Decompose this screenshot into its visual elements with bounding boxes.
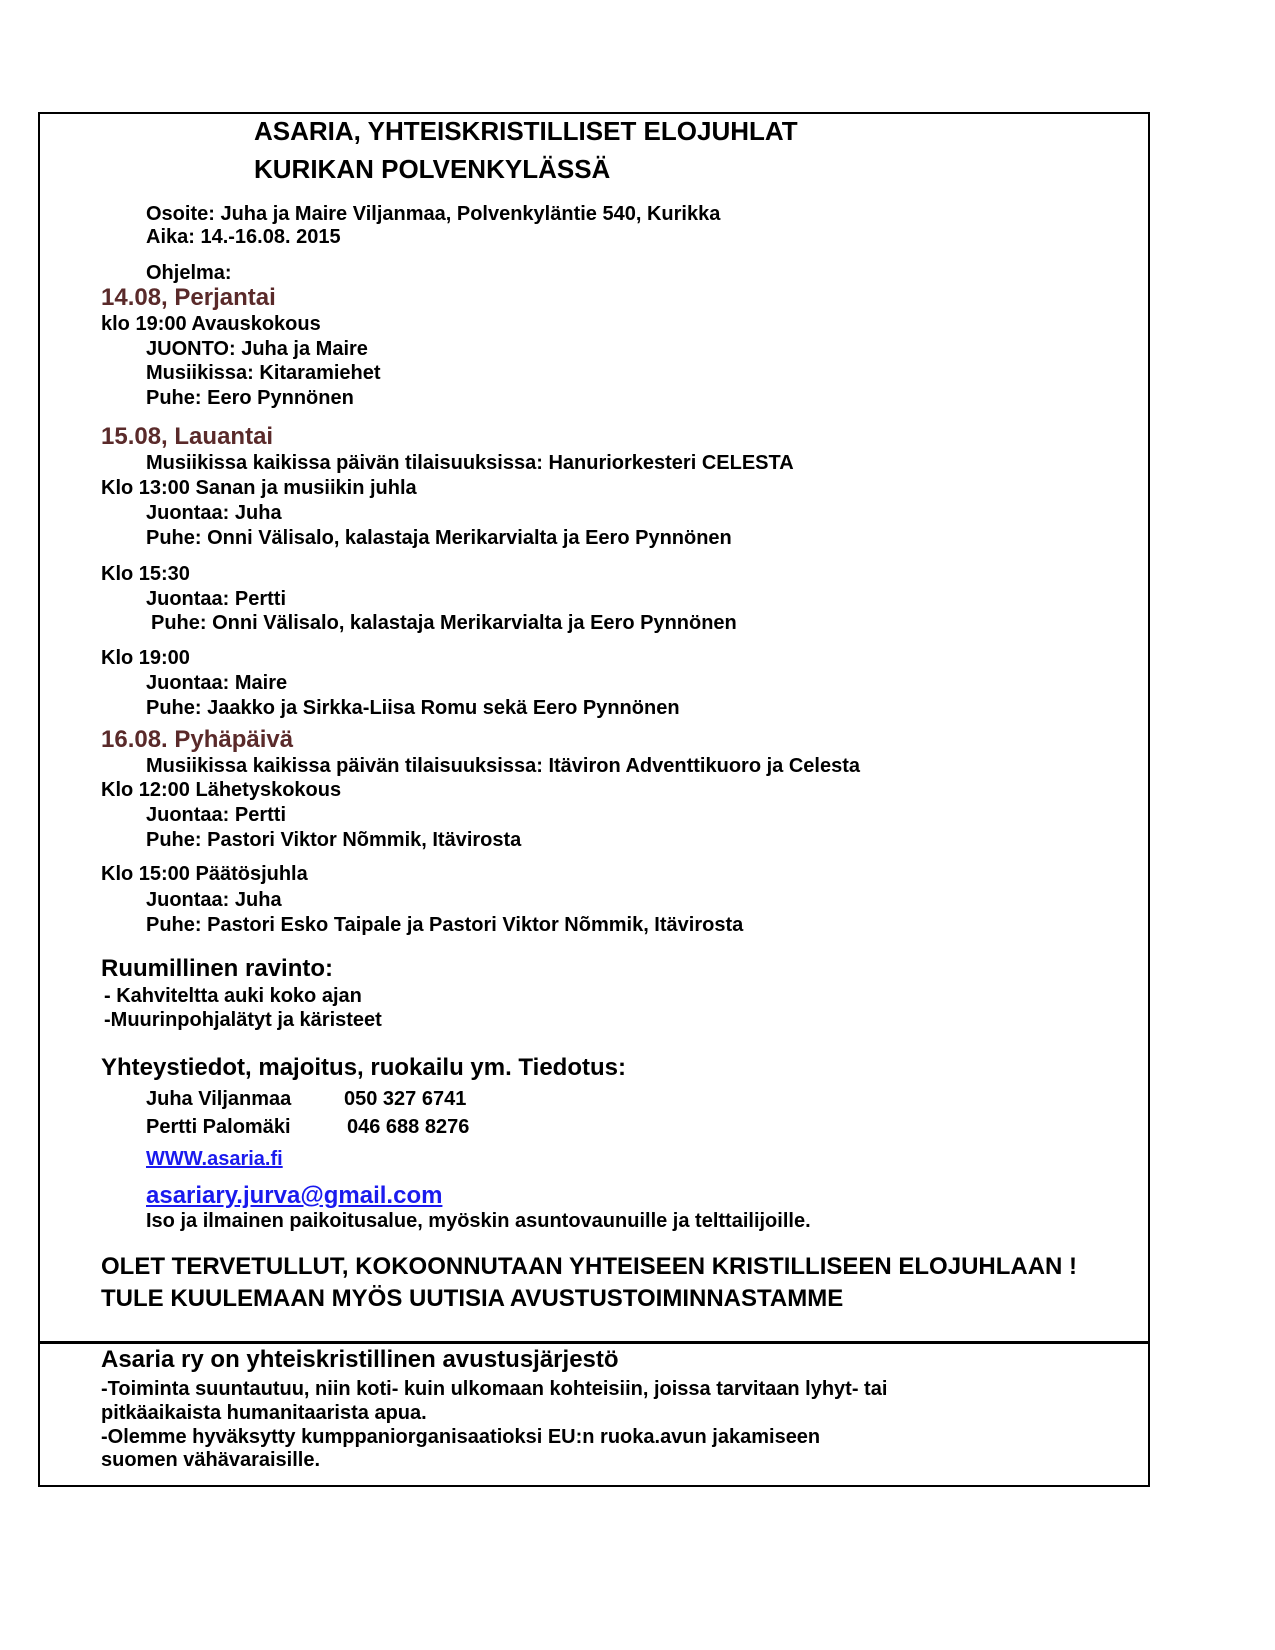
day2-session3-host: Juontaa: Maire [146, 672, 288, 694]
footer-heading: Asaria ry on yhteiskristillinen avustusjärjestö [101, 1346, 619, 1373]
parking-info: Iso ja ilmainen paikoitusalue, myöskin asuntovaunuille ja telttailijoille. [146, 1210, 811, 1232]
day2-session2-time: Klo 15:30 [101, 563, 190, 585]
day1-line: JUONTO: Juha ja Maire [146, 338, 368, 360]
website-link[interactable]: WWW.asaria.fi [146, 1148, 283, 1170]
welcome-line1: OLET TERVETULLUT, KOKOONNUTAAN YHTEISEEN KRISTILLISEEN ELOJUHLAAN ! [101, 1253, 1078, 1280]
day2-music: Musiikissa kaikissa päivän tilaisuuksissa: Hanuriorkesteri CELESTA [146, 452, 794, 474]
welcome-line2: TULE KUULEMAAN MYÖS UUTISIA AVUSTUSTOIMINNASTAMME [101, 1285, 844, 1312]
food-line: -Muurinpohjalätyt ja käristeet [104, 1009, 382, 1031]
contact-phone: 050 327 6741 [344, 1088, 467, 1110]
day3-session2-speech: Puhe: Pastori Esko Taipale ja Pastori Viktor Nõmmik, Itävirosta [146, 914, 744, 936]
day1-line: Musiikissa: Kitaramiehet [146, 362, 381, 384]
day3-session1-host: Juontaa: Pertti [146, 804, 287, 826]
day2-session3-speech: Puhe: Jaakko ja Sirkka-Liisa Romu sekä Eero Pynnönen [146, 697, 680, 719]
page-title-line1: ASARIA, YHTEISKRISTILLISET ELOJUHLAT [254, 116, 798, 146]
day3-session1-time: Klo 12:00 Lähetyskokous [101, 779, 342, 801]
day3-session2-time: Klo 15:00 Päätösjuhla [101, 863, 308, 885]
address: Osoite: Juha ja Maire Viljanmaa, Polvenkyläntie 540, Kurikka [146, 203, 721, 225]
day1-line: Puhe: Eero Pynnönen [146, 387, 354, 409]
footer-line: pitkäaikaista humanitaarista apua. [101, 1402, 427, 1424]
contact-heading: Yhteystiedot, majoitus, ruokailu ym. Tiedotus: [101, 1054, 626, 1081]
day2-session1-host: Juontaa: Juha [146, 502, 282, 524]
program-label: Ohjelma: [146, 262, 232, 284]
contact-phone: 046 688 8276 [347, 1116, 470, 1138]
section-divider [38, 1341, 1150, 1344]
email-link[interactable]: asariary.jurva@gmail.com [146, 1182, 443, 1209]
day3-session2-host: Juontaa: Juha [146, 889, 282, 911]
day2-session2-speech: Puhe: Onni Välisalo, kalastaja Merikarvialta ja Eero Pynnönen [151, 612, 737, 634]
day3-heading: 16.08. Pyhäpäivä [101, 726, 294, 753]
food-line: - Kahviteltta auki koko ajan [104, 985, 362, 1007]
day2-session1-time: Klo 13:00 Sanan ja musiikin juhla [101, 477, 417, 499]
day2-heading: 15.08, Lauantai [101, 423, 274, 450]
event-time: Aika: 14.-16.08. 2015 [146, 226, 341, 248]
footer-line: -Toiminta suuntautuu, niin koti- kuin ulkomaan kohteisiin, joissa tarvitaan lyhyt- tai [101, 1378, 888, 1400]
day3-music: Musiikissa kaikissa päivän tilaisuuksissa: Itäviron Adventtikuoro ja Celesta [146, 755, 860, 777]
footer-line: -Olemme hyväksytty kumppaniorganisaatioksi EU:n ruoka.avun jakamiseen [101, 1426, 821, 1448]
contact-name: Juha Viljanmaa [146, 1088, 292, 1110]
food-heading: Ruumillinen ravinto: [101, 955, 334, 982]
page-title-line2: KURIKAN POLVENKYLÄSSÄ [254, 154, 611, 184]
day3-session1-speech: Puhe: Pastori Viktor Nõmmik, Itävirosta [146, 829, 522, 851]
footer-line: suomen vähävaraisille. [101, 1449, 321, 1471]
day1-heading: 14.08, Perjantai [101, 284, 276, 311]
day2-session3-time: Klo 19:00 [101, 647, 190, 669]
day2-session1-speech: Puhe: Onni Välisalo, kalastaja Merikarvialta ja Eero Pynnönen [146, 527, 732, 549]
day1-line: klo 19:00 Avauskokous [101, 313, 321, 335]
day2-session2-host: Juontaa: Pertti [146, 588, 287, 610]
contact-name: Pertti Palomäki [146, 1116, 291, 1138]
